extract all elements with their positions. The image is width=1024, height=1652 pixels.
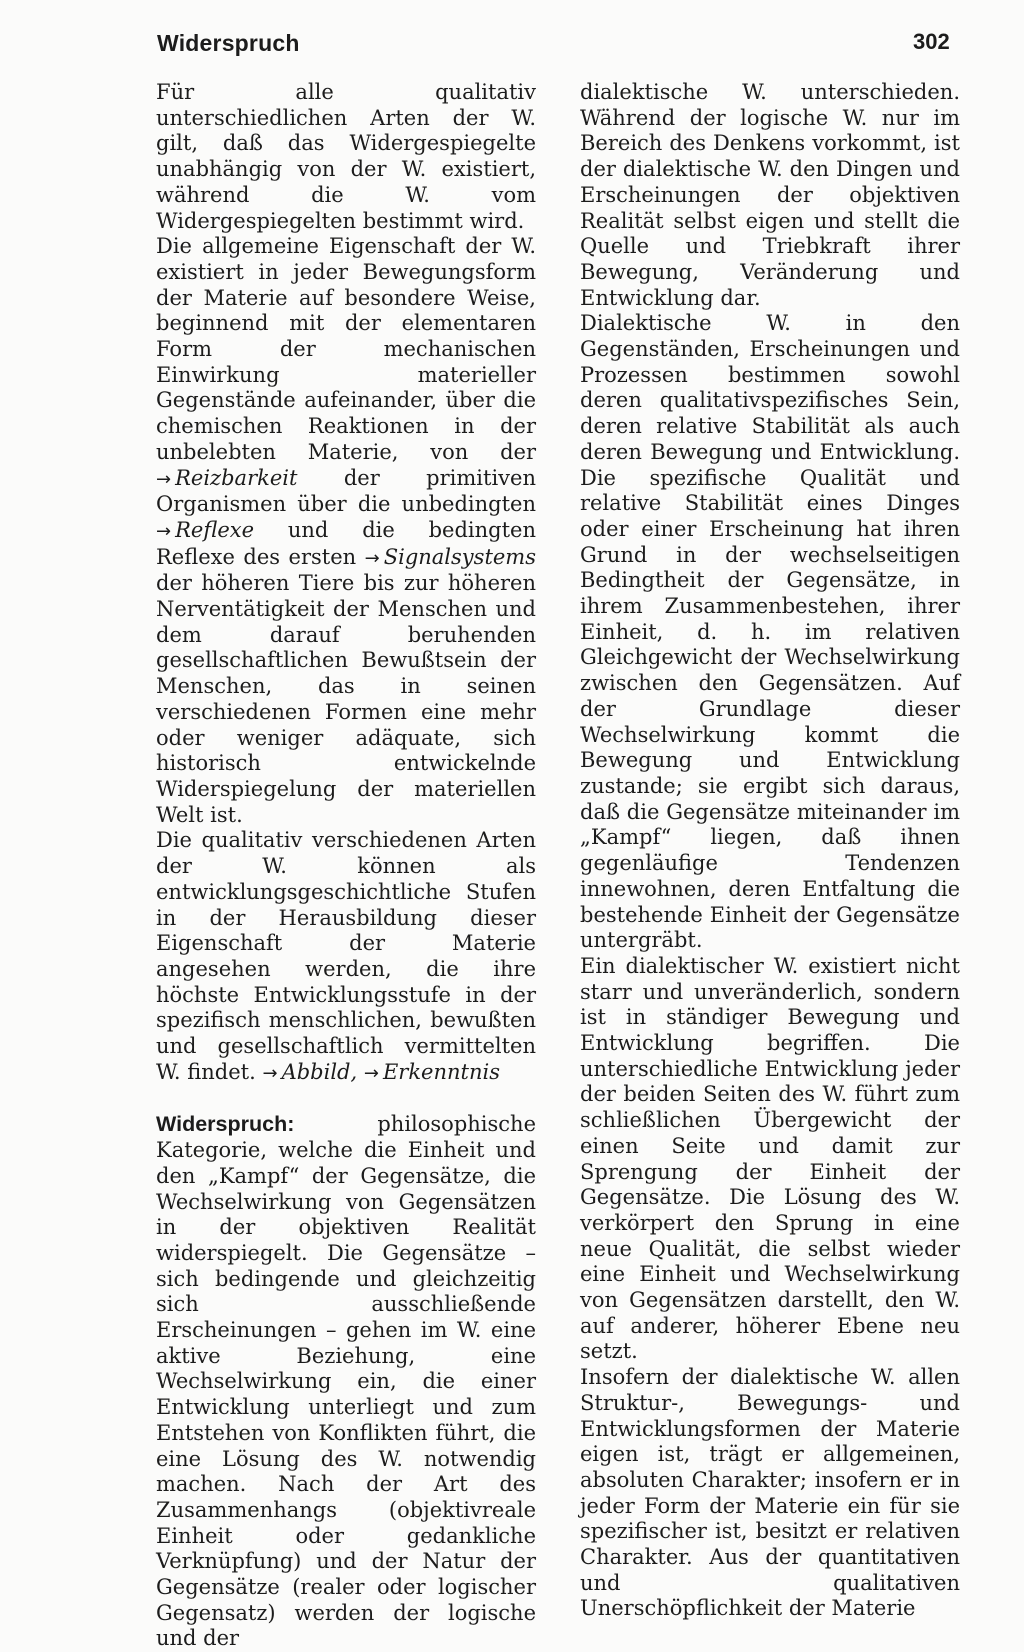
text-segment: Die qualitativ verschiedenen Arten der W. können als entwicklungsgeschichtliche Stufen in der Herausbildung dieser Eigenschaft der Materie angesehen werden, die ihre höchste Entwicklungsstufe in der spezifisch menschlichen, bewußten und gesellschaftlich vermittelten W. findet. [156,828,536,1084]
running-head: Widerspruch [157,30,300,56]
entry-definition: philosophische Kategorie, welche die Einheit und den „Kampf“ der Gegensätze, die Wechselwirkung von Gegensätzen in der objektiven Realität widerspiegelt. Die Gegensätze – sich bedingende und gleichzeitig sich ausschließende Erscheinungen – gehen im W. eine aktive Beziehung, eine Wechselwirkung ein, die einer Entwicklung unterliegt und zum Entstehen von Konflikten führt, die eine Lösung des W. notwendig machen. Nach der Art des Zusammenhangs (objektivreale Einheit oder gedankliche Verknüpfung) und der Natur der Gegensätze (realer oder logischer Gegensatz) werden der logische und der [156,1112,536,1651]
text-segment: und die bedingten Reflexe des ersten [156,517,536,569]
text-segment: der primitiven Organismen über die unbedingten [156,465,536,517]
arrow-icon: → [364,547,380,569]
paragraph: Insofern der dialektische W. allen Struktur-, Bewegungs- und Entwicklungsformen der Materie eigen ist, trägt er allgemeinen, absoluten Charakter; insofern er in jeder Form der Materie ein für sie spezifischer ist, besitzt er relativen Charakter. Aus der quantitativen und qualitativen Unerschöpflichkeit der Materie [580,1365,960,1621]
dictionary-entry [156,1112,536,1652]
paragraph [156,234,536,828]
text-segment: der höheren Tiere bis zur höheren Nerventätigkeit der Menschen und dem darauf beruhenden gesellschaftlichen Bewußtsein der Menschen, das in seinen verschiedenen Formen eine mehr oder weniger adäquate, sich historisch entwickelnde Widerspiegelung der materiellen Welt ist. [156,571,536,827]
paragraph: Für alle qualitativ unterschiedlichen Arten der W. gilt, daß das Widergespiegelte unabhängig von der W. existiert, während die W. vom Widergespiegelten bestimmt wird. [156,80,536,233]
paragraph: Ein dialektischer W. existiert nicht starr und unveränderlich, sondern ist in ständiger Bewegung und Entwicklung begriffen. Die unterschiedliche Entwicklung jeder der beiden Seiten des W. führt zum schließlichen Übergewicht der einen Seite und damit zur Sprengung der Einheit der Gegensätze. Die Lösung des W. verkörpert den Sprung in eine neue Qualität, die selbst wieder eine Einheit und Wechselwirkung von Gegensätzen darstellt, den W. auf anderer, höherer Ebene neu setzt. [580,953,960,1364]
entry-lemma: Widerspruch: [156,1112,295,1137]
cross-reference-link[interactable]: Signalsystems [383,544,536,569]
arrow-icon: → [156,468,172,490]
page-number: 302 [913,29,950,54]
left-column [156,80,536,1652]
paragraph: Dialektische W. in den Gegenständen, Erscheinungen und Prozessen bestimmen sowohl deren qualitativspezifisches Sein, deren relative Stabilität als auch deren Bewegung und Entwicklung. Die spezifische Qualität und relative Stabilität eines Dinges oder einer Erscheinung hat ihren Grund in der wechselseitigen Bedingtheit der Gegensätze, in ihrem Zusammenbestehen, ihrer Einheit, d. h. im relativen Gleichgewicht der Wechselwirkung zwischen den Gegensätzen. Auf der Grundlage dieser Wechselwirkung kommt die Bewegung und Entwicklung zustande; sie ergibt sich daraus, daß die Gegensätze miteinander im „Kampf“ liegen, daß ihnen gegenläufige Tendenzen innewohnen, deren Entfaltung die bestehende Einheit der Gegensätze untergräbt. [580,311,960,953]
paragraph [156,828,536,1086]
cross-reference-link[interactable]: Erkenntnis [382,1059,500,1084]
arrow-icon: → [156,520,172,542]
arrow-icon: → [363,1062,379,1084]
cross-reference-link[interactable]: Reflexe [175,517,255,542]
text-segment: Die allgemeine Eigenschaft der W. existiert in jeder Bewegungsform der Materie auf besondere Weise, beginnend mit der elementaren Form der mechanischen Einwirkung materieller Gegenstände aufeinander, über die chemischen Reaktionen in der unbelebten Materie, von der [156,234,536,464]
right-column [580,80,960,1622]
arrow-icon: → [262,1062,278,1084]
cross-reference-link[interactable]: Reizbarkeit [175,465,298,490]
cross-reference-link[interactable]: Abbild, [281,1059,358,1084]
paragraph: dialektische W. unterschieden. Während der logische W. nur im Bereich des Denkens vorkommt, ist der dialektische W. den Dingen und Erscheinungen der objektiven Realität selbst eigen und stellt die Quelle und Triebkraft ihrer Bewegung, Veränderung und Entwicklung dar. [580,80,960,310]
